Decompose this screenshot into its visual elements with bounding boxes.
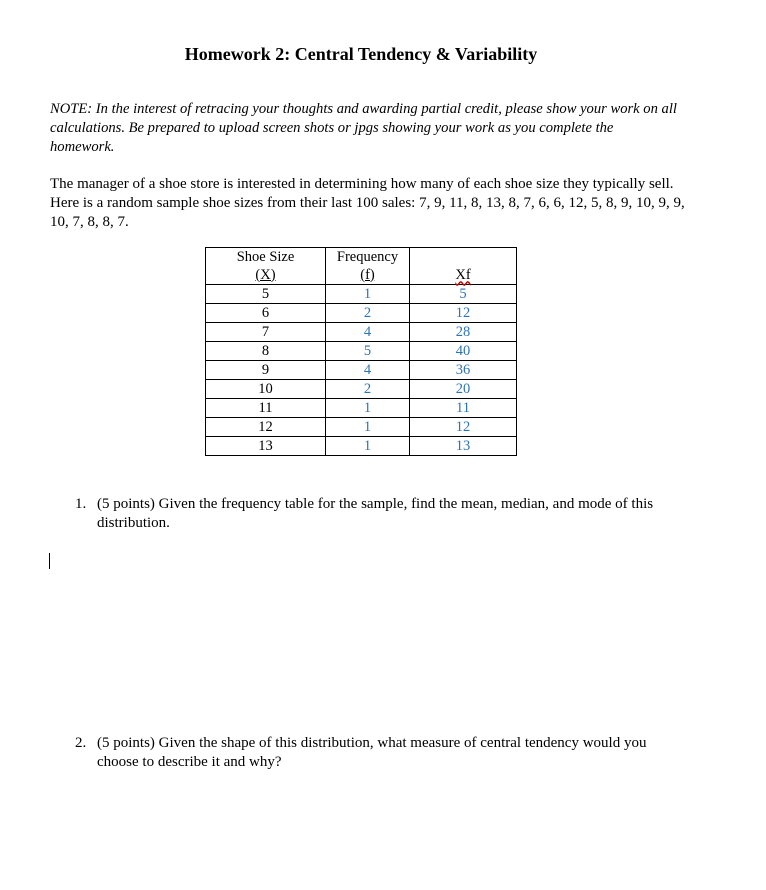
- cell-frequency: 5: [326, 342, 410, 361]
- text-cursor[interactable]: [49, 553, 50, 569]
- cell-frequency: 2: [326, 304, 410, 323]
- table-row: [206, 285, 517, 304]
- table-row: [206, 323, 517, 342]
- instructions-note: NOTE: In the interest of retracing your thoughts and awarding partial credit, please show your work on all calculations. Be prepared to upload screen shots or jpgs showing your work as you complete the homework.: [50, 101, 677, 155]
- header-f-symbol: (f): [326, 266, 410, 285]
- table-row: [206, 399, 517, 418]
- table-header-row-2: [206, 266, 517, 285]
- problem-intro: The manager of a shoe store is interested in determining how many of each shoe size they typically sell. Here is a random sample shoe sizes from their last 100 sales: 7, 9, 11, 8, 13, 8, 7, 6, 6, 12, 5, 8, 9, 10, 9, 9, 10, 7, 8, 8, 7.: [50, 176, 685, 230]
- cell-xf: 5: [410, 285, 517, 304]
- question-2-text: (5 points) Given the shape of this distribution, what measure of central tendency would you choose to describe it and why?: [97, 735, 647, 770]
- cell-xf: 11: [410, 399, 517, 418]
- cell-shoe-size: 8: [206, 342, 326, 361]
- cell-xf: 20: [410, 380, 517, 399]
- cell-frequency: 1: [326, 285, 410, 304]
- cell-xf: 40: [410, 342, 517, 361]
- table-row: [206, 437, 517, 456]
- cell-shoe-size: 11: [206, 399, 326, 418]
- header-x-symbol: (X): [206, 266, 326, 285]
- question-2-number: 2.: [75, 735, 87, 751]
- table-row: [206, 380, 517, 399]
- table-header-row: [206, 248, 517, 267]
- table-row: [206, 342, 517, 361]
- cell-xf: 28: [410, 323, 517, 342]
- cell-shoe-size: 9: [206, 361, 326, 380]
- header-frequency: Frequency: [326, 248, 410, 267]
- question-1-number: 1.: [75, 496, 87, 512]
- page-title: Homework 2: Central Tendency & Variability: [184, 44, 538, 64]
- cell-frequency: 2: [326, 380, 410, 399]
- cell-xf: 12: [410, 418, 517, 437]
- cell-frequency: 1: [326, 418, 410, 437]
- header-xf: [410, 266, 517, 285]
- cell-shoe-size: 5: [206, 285, 326, 304]
- question-2: [75, 734, 675, 772]
- cell-shoe-size: 10: [206, 380, 326, 399]
- cell-shoe-size: 13: [206, 437, 326, 456]
- cell-frequency: 4: [326, 361, 410, 380]
- cell-shoe-size: 6: [206, 304, 326, 323]
- cell-xf: 12: [410, 304, 517, 323]
- cell-xf: 36: [410, 361, 517, 380]
- cell-xf: 13: [410, 437, 517, 456]
- header-shoe-size: Shoe Size: [206, 248, 326, 267]
- cell-frequency: 1: [326, 437, 410, 456]
- cell-shoe-size: 7: [206, 323, 326, 342]
- question-1-text: (5 points) Given the frequency table for the sample, find the mean, median, and mode of this distribution.: [97, 496, 654, 531]
- cell-frequency: 1: [326, 399, 410, 418]
- cell-shoe-size: 12: [206, 418, 326, 437]
- cell-frequency: 4: [326, 323, 410, 342]
- table-row: [206, 304, 517, 323]
- table-row: [206, 361, 517, 380]
- header-xf-label: Xf: [455, 266, 471, 283]
- header-xf-top: [410, 248, 517, 267]
- frequency-table: [205, 247, 517, 456]
- question-1: [75, 495, 675, 533]
- table-row: [206, 418, 517, 437]
